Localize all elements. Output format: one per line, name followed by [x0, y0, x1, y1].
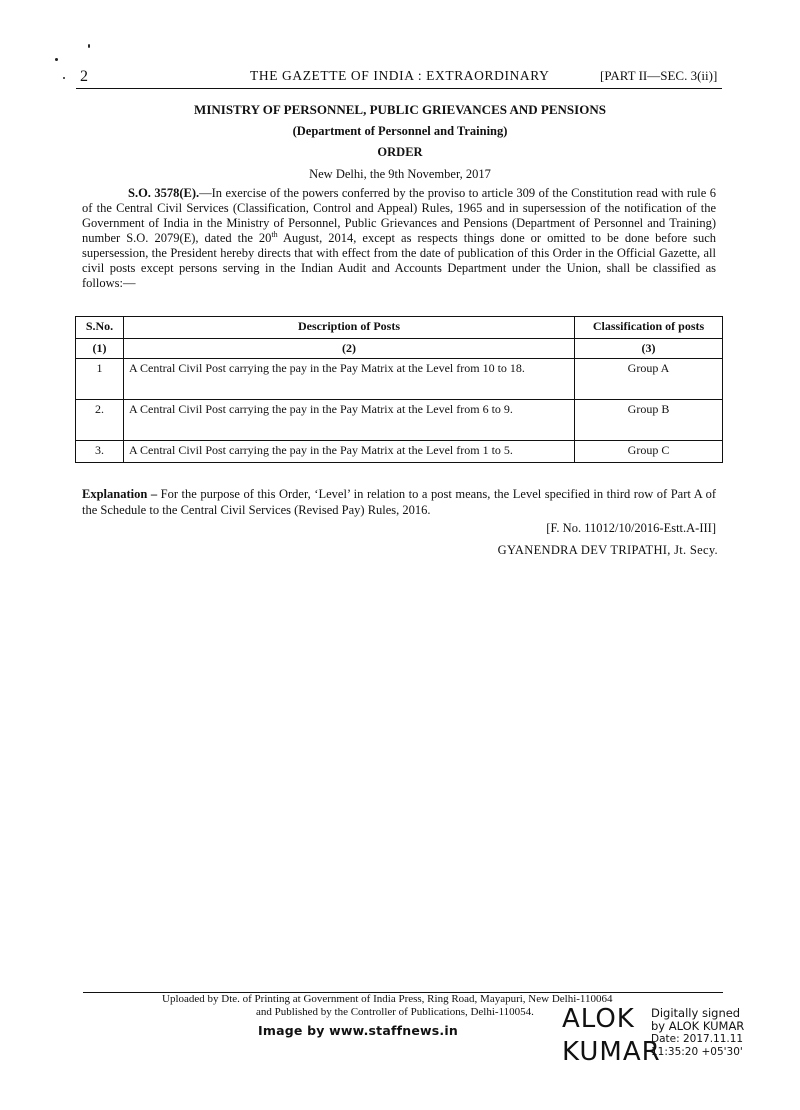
- table-header-row: [76, 317, 723, 339]
- signature-date: Date: 2017.11.11: [651, 1033, 744, 1045]
- scan-speck: [63, 77, 65, 79]
- ministry-heading: MINISTRY OF PERSONNEL, PUBLIC GRIEVANCES AND PENSIONS: [194, 102, 606, 117]
- signature-name-last: KUMAR: [562, 1037, 661, 1067]
- row-sno: 1: [76, 359, 124, 400]
- classification-table: [75, 316, 723, 463]
- department-heading: (Department of Personnel and Training): [292, 124, 508, 138]
- scan-speck: [55, 58, 58, 61]
- so-number: S.O. 3578(E).: [128, 186, 200, 200]
- table-row: [76, 400, 723, 441]
- digital-signature-details: [651, 1007, 744, 1059]
- row-classification: Group B: [575, 400, 723, 441]
- signature-signed-label: Digitally signed: [651, 1006, 741, 1020]
- signatory: GYANENDRA DEV TRIPATHI, Jt. Secy.: [497, 543, 718, 557]
- file-number: [F. No. 11012/10/2016-Estt.A-III]: [546, 521, 716, 535]
- row-classification: Group C: [575, 441, 723, 463]
- explanation: [82, 486, 716, 518]
- footer-line-2: and Published by the Controller of Publications, Delhi-110054.: [256, 1006, 534, 1018]
- body-text-1: —In exercise of the powers conferred by the proviso to article 309 of the Constitution read with rule 6 of the Central Civil Services (Classification, Control and Appeal) Rules, 1965 and in supersession of the notification of the Government of India in the Ministry of Personnel, Public Grievances and Pensions (Department of Personnel and Training) number S.O. 2079(E), dated the 20: [82, 186, 716, 245]
- gazette-title: THE GAZETTE OF INDIA : EXTRAORDINARY: [250, 68, 550, 83]
- table-row: [76, 441, 723, 463]
- date-line: New Delhi, the 9th November, 2017: [309, 167, 491, 181]
- body-text-2: August, 2014, except as respects things done or omitted to be done before such supersession, the President hereby directs that with effect from the date of publication of this Order in the Official Gazette, all civil posts except persons serving in the Indian Audit and Accounts Department under the Union, shall be classified as follows:—: [82, 231, 717, 290]
- header-classification: Classification of posts: [575, 317, 723, 339]
- column-number: (3): [575, 339, 723, 359]
- date-superscript: th: [271, 229, 278, 239]
- row-classification: Group A: [575, 359, 723, 400]
- explanation-text: For the purpose of this Order, ‘Level’ in relation to a post means, the Level specified in third row of Part A of the Schedule to the Central Civil Services (Revised Pay) Rules, 2016.: [82, 487, 716, 517]
- row-description: A Central Civil Post carrying the pay in the Pay Matrix at the Level from 1 to 5.: [124, 441, 575, 463]
- header-sno: S.No.: [76, 317, 124, 339]
- column-number: (2): [124, 339, 575, 359]
- footer-line-1: Uploaded by Dte. of Printing at Government of India Press, Ring Road, Mayapuri, New Delhi-110064: [162, 993, 613, 1005]
- explanation-label: Explanation –: [82, 487, 158, 501]
- row-description: A Central Civil Post carrying the pay in the Pay Matrix at the Level from 6 to 9.: [124, 400, 575, 441]
- order-body: [82, 186, 716, 291]
- row-description: A Central Civil Post carrying the pay in the Pay Matrix at the Level from 10 to 18.: [124, 359, 575, 400]
- signature-by: by ALOK KUMAR: [651, 1019, 745, 1033]
- page-number: 2: [80, 68, 88, 85]
- signature-name-first: ALOK: [562, 1004, 635, 1034]
- part-section-label: [PART II—SEC. 3(ii)]: [600, 68, 718, 83]
- row-sno: 3.: [76, 441, 124, 463]
- row-sno: 2.: [76, 400, 124, 441]
- scan-speck: [88, 44, 90, 48]
- header-description: Description of Posts: [124, 317, 575, 339]
- table-row: [76, 359, 723, 400]
- order-title: ORDER: [377, 145, 423, 159]
- header-rule: [76, 88, 722, 89]
- column-number-row: [76, 339, 723, 359]
- signature-time: 11:35:20 +05'30': [651, 1046, 743, 1058]
- column-number: (1): [76, 339, 124, 359]
- image-credit: Image by www.staffnews.in: [258, 1023, 458, 1038]
